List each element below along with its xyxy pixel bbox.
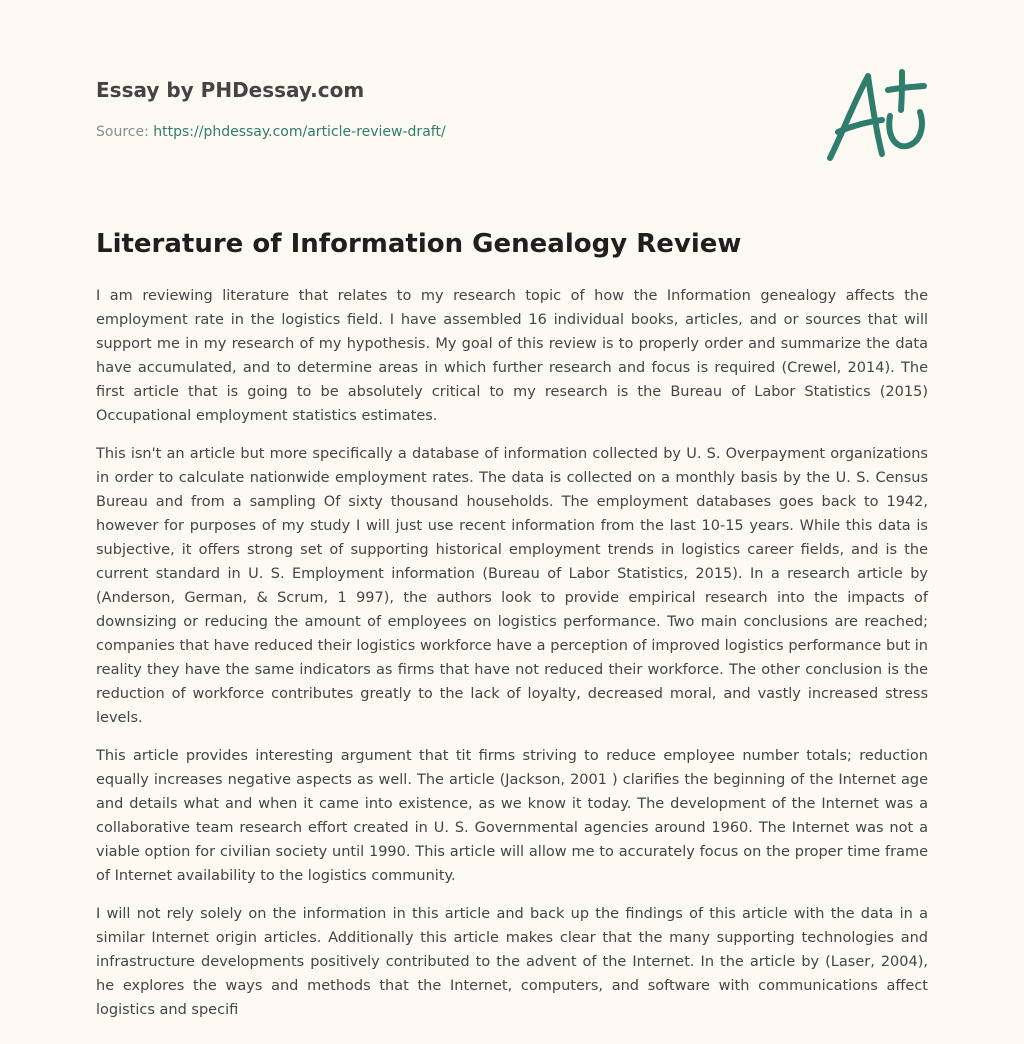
essay-paragraph: I am reviewing literature that relates to my research topic of how the Information genealogy affects the employment rate in the logistics field. I have assembled 16 individual books, articles, and or sources that will support me in my research of my hypothesis. My goal of this review is to properly order and summarize the data have accumulated, and to determine areas in which further research and focus is required (Crewel, 2014). The first article that is going to be absolutely critical to my research is the Bureau of Labor Statistics (2015) Occupational employment statistics estimates. bbox=[96, 288, 928, 424]
essay-title: Literature of Information Genealogy Review bbox=[96, 229, 742, 259]
essay-paragraph: I will not rely solely on the information in this article and back up the findings of this article with the data in a similar Internet origin articles. Additionally this article makes clear that the many supporting technologies and infrastructure developments positively contributed to the advent of the Internet. In the article by (Laser, 2004), he explores the ways and methods that the Internet, computers, and software with communications affect logistics and specifi bbox=[96, 906, 928, 1018]
site-brand: Essay by PHDessay.com bbox=[96, 78, 365, 102]
source-label: Source: bbox=[96, 124, 149, 140]
a-plus-grade-icon bbox=[820, 64, 932, 168]
source-link[interactable]: https://phdessay.com/article-review-draft/ bbox=[153, 124, 446, 140]
essay-header bbox=[96, 74, 796, 142]
source-line bbox=[96, 122, 796, 142]
essay-paragraph: This article provides interesting argument that tit firms striving to reduce employee number totals; reduction equally increases negative aspects as well. The article (Jackson, 2001 ) clarifies the beginning of the Internet age and details what and when it came into existence, as we know it today. The development of the Internet was a collaborative team research effort created in U. S. Governmental agencies around 1960. The Internet was not a viable option for civilian society until 1990. This article will allow me to accurately focus on the proper time frame of Internet availability to the logistics community. bbox=[96, 748, 928, 884]
essay-paragraph: This isn't an article but more specifically a database of information collected by U. S. Overpayment organizations in order to calculate nationwide employment rates. The data is collected on a monthly basis by the U. S. Census Bureau and from a sampling Of sixty thousand households. The employment databases goes back to 1942, however for purposes of my study I will just use recent information from the last 10-15 years. While this data is subjective, it offers strong set of supporting historical employment trends in logistics career fields, and is the current standard in U. S. Employment information (Bureau of Labor Statistics, 2015). In a research article by (Anderson, German, & Scrum, 1 997), the authors look to provide empirical research into the impacts of downsizing or reducing the amount of employees on logistics performance. Two main conclusions are reached; companies that have reduced their logistics workforce have a perception of improved logistics performance but in reality they have the same indicators as firms that have not reduced their workforce. The other conclusion is the reduction of workforce contributes greatly to the lack of loyalty, decreased moral, and vastly increased stress levels. bbox=[96, 446, 928, 726]
essay-body bbox=[96, 284, 928, 1036]
